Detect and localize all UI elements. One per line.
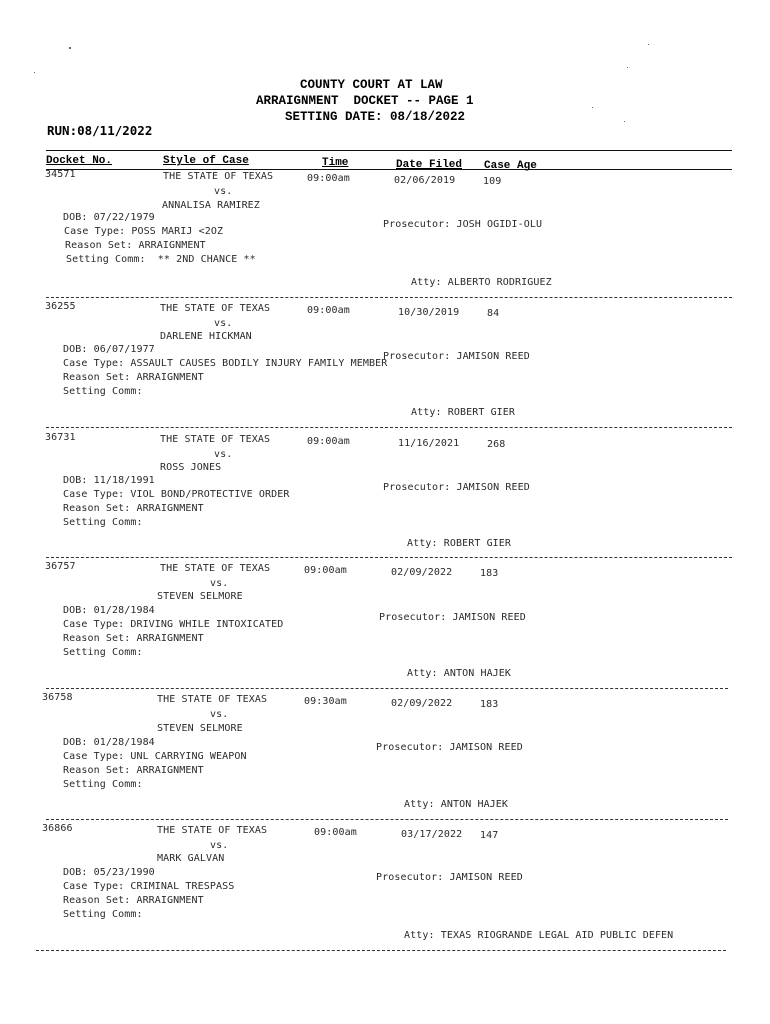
case-vs: vs. <box>210 840 229 851</box>
defendant-name: DARLENE HICKMAN <box>160 331 252 342</box>
case-plaintiff: THE STATE OF TEXAS <box>163 171 274 182</box>
scan-speck <box>627 67 628 68</box>
docket-page-title: ARRAIGNMENT DOCKET -- PAGE 1 <box>256 94 474 108</box>
case-vs: vs. <box>210 578 229 589</box>
reason-set: Reason Set: ARRAIGNMENT <box>63 895 204 906</box>
defendant-name: STEVEN SELMORE <box>157 723 243 734</box>
case-age: 183 <box>480 568 499 579</box>
entry-separator <box>46 819 728 820</box>
case-type: Case Type: DRIVING WHILE INTOXICATED <box>63 619 284 630</box>
scan-speck <box>69 47 71 49</box>
defendant-name: ANNALISA RAMIREZ <box>162 200 260 211</box>
case-date-filed: 02/09/2022 <box>391 698 453 709</box>
col-style-of-case: Style of Case <box>163 155 249 167</box>
prosecutor: Prosecutor: JAMISON REED <box>383 351 530 362</box>
case-age: 109 <box>483 176 502 187</box>
docket-number: 36255 <box>45 301 76 312</box>
case-type: Case Type: ASSAULT CAUSES BODILY INJURY FAMILY MEMBER <box>63 358 388 369</box>
col-time: Time <box>322 157 349 169</box>
entry-separator <box>46 688 728 689</box>
case-date-filed: 11/16/2021 <box>398 438 460 449</box>
setting-comm: Setting Comm: <box>63 386 143 397</box>
case-time: 09:00am <box>307 173 350 184</box>
defendant-dob: DOB: 01/28/1984 <box>63 605 155 616</box>
reason-set: Reason Set: ARRAIGNMENT <box>63 765 204 776</box>
defendant-dob: DOB: 07/22/1979 <box>63 212 155 223</box>
attorney: Atty: ALBERTO RODRIGUEZ <box>411 277 552 288</box>
reason-set: Reason Set: ARRAIGNMENT <box>63 503 204 514</box>
case-age: 268 <box>487 439 506 450</box>
case-vs: vs. <box>214 318 233 329</box>
case-vs: vs. <box>214 449 233 460</box>
case-time: 09:30am <box>304 696 347 707</box>
docket-number: 36758 <box>42 692 73 703</box>
setting-comm: Setting Comm: <box>63 909 143 920</box>
case-type: Case Type: VIOL BOND/PROTECTIVE ORDER <box>63 489 290 500</box>
case-vs: vs. <box>214 186 233 197</box>
defendant-name: MARK GALVAN <box>157 853 225 864</box>
col-date-filed: Date Filed <box>396 159 463 171</box>
reason-set: Reason Set: ARRAIGNMENT <box>65 240 206 251</box>
col-case-age: Case Age <box>484 160 537 172</box>
case-date-filed: 02/06/2019 <box>394 175 456 186</box>
reason-set: Reason Set: ARRAIGNMENT <box>63 633 204 644</box>
case-age: 183 <box>480 699 499 710</box>
prosecutor: Prosecutor: JOSH OGIDI-OLU <box>383 219 543 230</box>
attorney: Atty: ANTON HAJEK <box>404 799 509 810</box>
case-type: Case Type: CRIMINAL TRESPASS <box>63 881 235 892</box>
case-plaintiff: THE STATE OF TEXAS <box>160 563 271 574</box>
case-plaintiff: THE STATE OF TEXAS <box>160 434 271 445</box>
court-title: COUNTY COURT AT LAW <box>300 78 443 92</box>
prosecutor: Prosecutor: JAMISON REED <box>376 872 523 883</box>
case-plaintiff: THE STATE OF TEXAS <box>157 694 268 705</box>
docket-number: 34571 <box>45 169 76 180</box>
case-plaintiff: THE STATE OF TEXAS <box>160 303 271 314</box>
prosecutor: Prosecutor: JAMISON REED <box>383 482 530 493</box>
attorney: Atty: ANTON HAJEK <box>407 668 512 679</box>
prosecutor: Prosecutor: JAMISON REED <box>379 612 526 623</box>
entry-separator <box>46 297 732 298</box>
case-time: 09:00am <box>314 827 357 838</box>
reason-set: Reason Set: ARRAIGNMENT <box>63 372 204 383</box>
defendant-name: STEVEN SELMORE <box>157 591 243 602</box>
case-date-filed: 02/09/2022 <box>391 567 453 578</box>
defendant-dob: DOB: 06/07/1977 <box>63 344 155 355</box>
setting-comm: Setting Comm: ** 2ND CHANCE ** <box>66 254 256 265</box>
scan-speck <box>624 121 625 122</box>
scan-speck <box>648 44 649 45</box>
case-type: Case Type: POSS MARIJ <2OZ <box>64 226 224 237</box>
attorney: Atty: TEXAS RIOGRANDE LEGAL AID PUBLIC DEFEN <box>404 930 674 941</box>
attorney: Atty: ROBERT GIER <box>411 407 516 418</box>
run-date: RUN:08/11/2022 <box>47 123 153 138</box>
case-vs: vs. <box>210 709 229 720</box>
case-plaintiff: THE STATE OF TEXAS <box>157 825 268 836</box>
docket-number: 36866 <box>42 823 73 834</box>
setting-comm: Setting Comm: <box>63 517 143 528</box>
case-date-filed: 03/17/2022 <box>401 829 463 840</box>
entry-separator <box>36 950 726 951</box>
header-top-rule <box>46 150 732 151</box>
case-date-filed: 10/30/2019 <box>398 307 460 318</box>
setting-comm: Setting Comm: <box>63 647 143 658</box>
setting-comm: Setting Comm: <box>63 779 143 790</box>
prosecutor: Prosecutor: JAMISON REED <box>376 742 523 753</box>
docket-number: 36731 <box>45 432 76 443</box>
entry-separator <box>46 427 732 428</box>
entry-separator <box>46 557 732 558</box>
defendant-dob: DOB: 01/28/1984 <box>63 737 155 748</box>
case-type: Case Type: UNL CARRYING WEAPON <box>63 751 247 762</box>
attorney: Atty: ROBERT GIER <box>407 538 512 549</box>
case-age: 147 <box>480 830 499 841</box>
col-docket-no: Docket No. <box>46 155 113 167</box>
defendant-name: ROSS JONES <box>160 462 222 473</box>
setting-date: SETTING DATE: 08/18/2022 <box>285 110 466 124</box>
header-bottom-rule <box>46 169 732 170</box>
scan-speck <box>34 72 35 73</box>
defendant-dob: DOB: 05/23/1990 <box>63 867 155 878</box>
docket-number: 36757 <box>45 561 76 572</box>
case-time: 09:00am <box>304 565 347 576</box>
scan-speck <box>592 107 593 108</box>
defendant-dob: DOB: 11/18/1991 <box>63 475 155 486</box>
case-time: 09:00am <box>307 436 350 447</box>
case-age: 84 <box>487 308 500 319</box>
case-time: 09:00am <box>307 305 350 316</box>
